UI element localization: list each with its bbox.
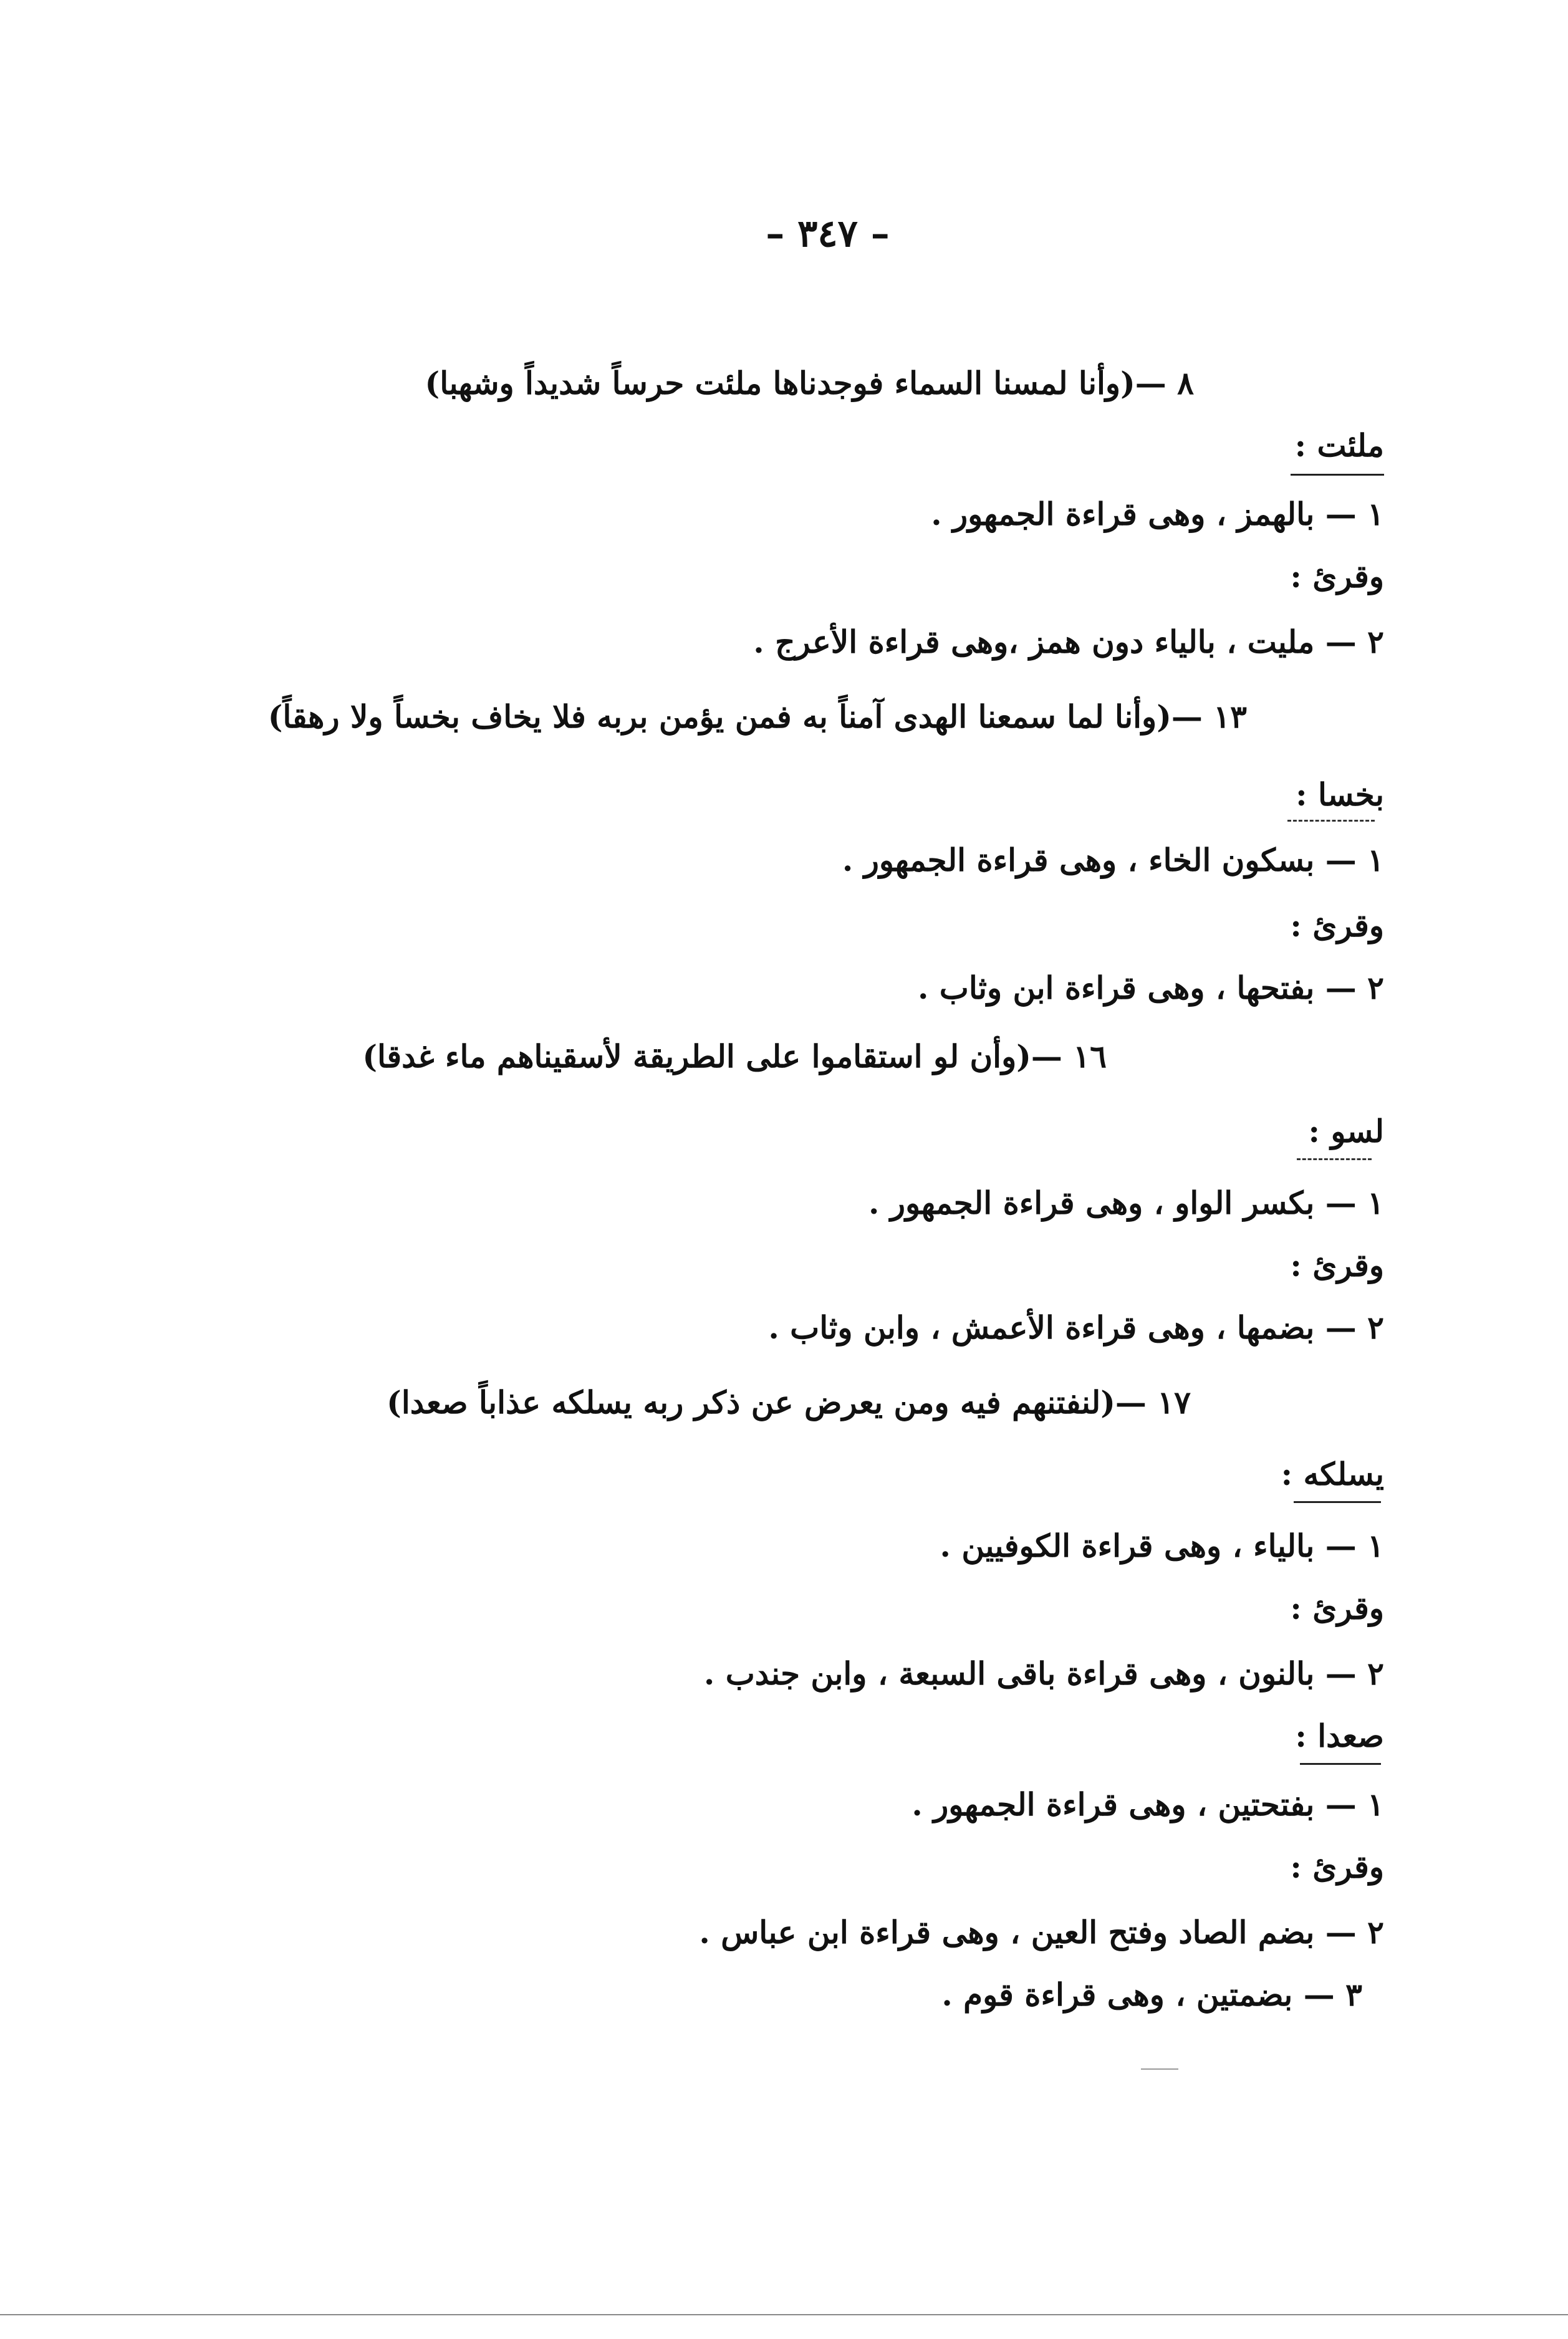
reading-label: وقرئ : <box>1290 1848 1384 1885</box>
reading-line: ٢ — بالنون ، وهى قراءة باقى السبعة ، وابن جندب . <box>703 1655 1384 1692</box>
verse-line: ٨ —(وأنا لمسنا السماء فوجدناها ملئت حرساً شديداً وشهبا) <box>425 365 1194 401</box>
word-heading: يسلكه : <box>1281 1456 1384 1492</box>
heading-underline <box>1294 1501 1381 1503</box>
scan-mark <box>1141 2068 1178 2070</box>
reading-line: ٢ — بفتحها ، وهى قراءة ابن وثاب . <box>917 969 1384 1006</box>
verse-line: ١٧ —(لنفتنهم فيه ومن يعرض عن ذكر ربه يسلكه عذاباً صعدا) <box>387 1384 1191 1421</box>
reading-line: ١ — بسكون الخاء ، وهى قراءة الجمهور . <box>842 842 1384 878</box>
reading-label: وقرئ : <box>1290 1247 1384 1284</box>
heading-underline <box>1291 474 1384 476</box>
reading-line: ٣ — بضمتين ، وهى قراءة قوم . <box>941 1976 1362 2013</box>
reading-label: وقرئ : <box>1290 907 1384 944</box>
heading-underline <box>1287 820 1375 822</box>
reading-line: ١ — بكسر الواو ، وهى قراءة الجمهور . <box>868 1184 1384 1221</box>
reading-line: ٢ — مليت ، بالياء دون همز ،وهى قراءة الأعرج . <box>753 623 1384 660</box>
word-heading: بخسا : <box>1296 776 1384 813</box>
reading-line: ٢ — بضمها ، وهى قراءة الأعمش ، وابن وثاب . <box>768 1309 1384 1346</box>
heading-underline <box>1297 1158 1372 1160</box>
reading-label: وقرئ : <box>1290 558 1384 595</box>
reading-line: ٢ — بضم الصاد وفتح العين ، وهى قراءة ابن عباس . <box>699 1914 1384 1951</box>
word-heading: صعدا : <box>1295 1717 1384 1754</box>
word-heading: لسو : <box>1308 1113 1384 1150</box>
page-bottom-edge <box>0 2314 1568 2315</box>
reading-label: وقرئ : <box>1290 1590 1384 1626</box>
reading-line: ١ — بفتحتين ، وهى قراءة الجمهور . <box>911 1786 1384 1823</box>
word-heading: ملئت : <box>1294 427 1384 464</box>
page-number: – ٣٤٧ – <box>766 212 890 256</box>
reading-line: ١ — بالهمز ، وهى قراءة الجمهور . <box>931 496 1384 532</box>
verse-line: ١٦ —(وأن لو استقاموا على الطريقة لأسقيناهم ماء غدقا) <box>362 1038 1107 1075</box>
reading-line: ١ — بالياء ، وهى قراءة الكوفيين . <box>940 1527 1384 1564</box>
heading-underline <box>1300 1763 1381 1765</box>
verse-line: ١٣ —(وأنا لما سمعنا الهدى آمناً به فمن يؤمن بربه فلا يخاف بخساً ولا رهقاً) <box>267 698 1247 735</box>
